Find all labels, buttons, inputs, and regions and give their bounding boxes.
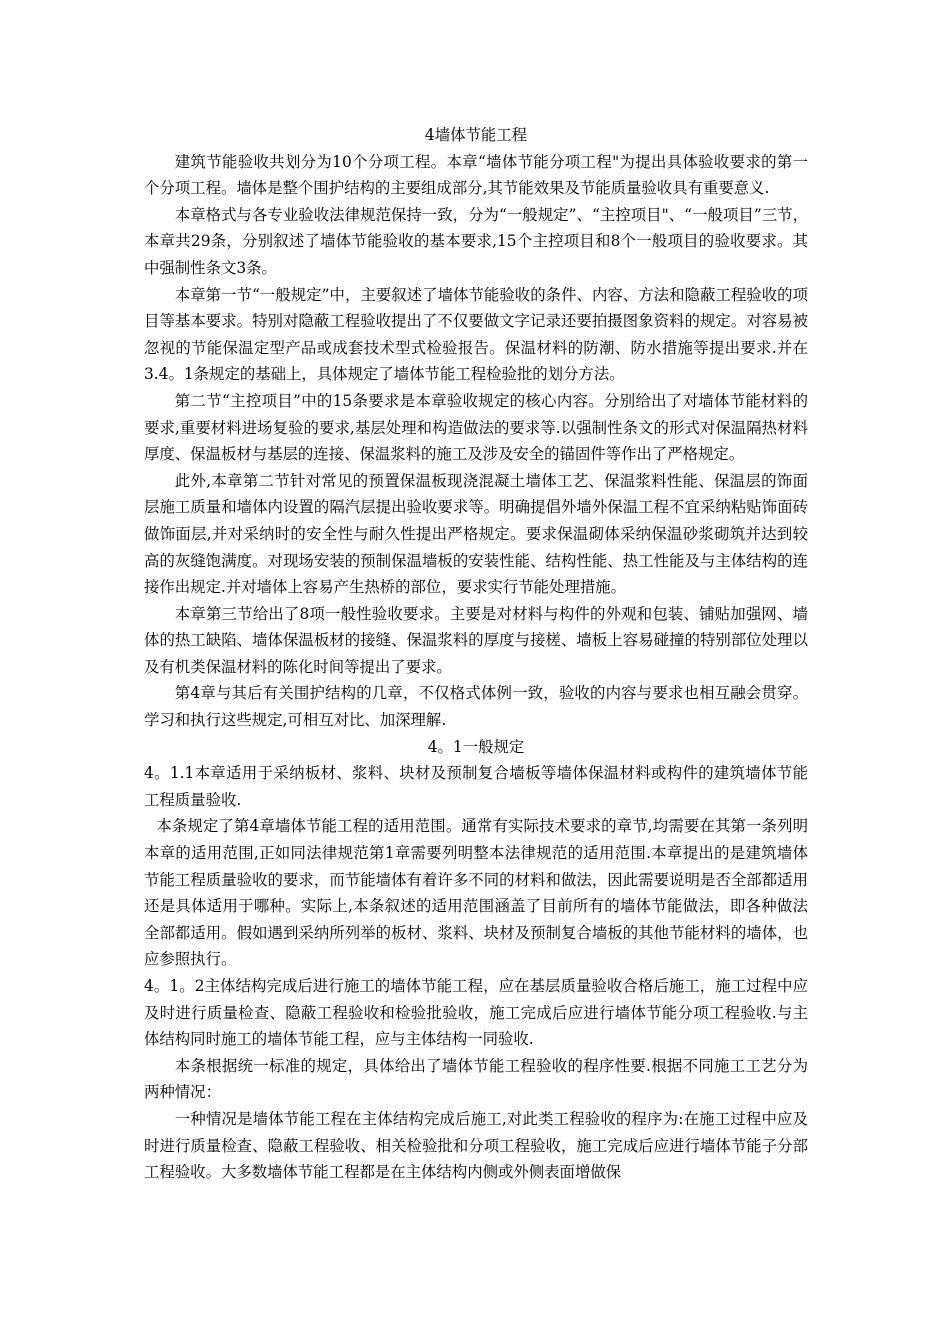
clause-4-1-2: 4。1。2主体结构完成后进行施工的墙体节能工程，应在基层质量验收合格后施工，施工过程中应及时进行质量检查、隐蔽工程验收和检验批验收，施工完成后应进行墙体节能分项工程验收.与主体结构同时施工的墙体节能工程，应与主体结构一同验收.	[144, 977, 808, 1049]
section-heading: 4。1一般规定	[427, 737, 525, 756]
intro-paragraph-5: 此外,本章第二节针对常见的预置保温板现浇混凝土墙体工艺、保温浆料性能、保温层的饰面层施工质量和墙体内设置的隔汽层提出验收要求等。明确提倡外墙外保温工程不宜采纳粘贴饰面砖做饰面层,并对采纳时的安全性与耐久性提出严格规定。要求保温砌体采纳保温砂浆砌筑并达到较高的灰缝饱满度。对现场安装的预制保温墙板的安装性能、结构性能、热工性能及与主体结构的连接作出规定.并对墙体上容易产生热桥的部位，要求实行节能处理措施。	[144, 471, 808, 597]
intro-paragraph-3: 本章第一节“一般规定”中，主要叙述了墙体节能验收的条件、内容、方法和隐蔽工程验收的项目等基本要求。特别对隐蔽工程验收提出了不仅要做文字记录还要拍摄图象资料的规定。对容易被忽视的节能保温定型产品或成套技术型式检验报告。保温材料的防潮、防水措施等提出要求.并在3.4。1条规定的基础上，具体规定了墙体节能工程检验批的划分方法。	[144, 285, 808, 384]
clause-4-1-1-explanation: 本条规定了第4章墙体节能工程的适用范围。通常有实际技术要求的章节,均需要在其第一条列明本章的适用范围,正如同法律规范第1章需要列明整本法律规范的适用范围.本章提出的是建筑墙体节能工程质量验收的要求，而节能墙体有着许多不同的材料和做法，因此需要说明是否全部都适用还是具体适用于哪种。实际上,本条叙述的适用范围涵盖了目前所有的墙体节能做法，即各种做法全部都适用。假如遇到采纳所列举的板材、浆料、块材及预制复合墙板的其他节能材料的墙体，也应参照执行。	[144, 817, 808, 969]
clause-4-1-2-explanation-1: 本条根据统一标准的规定，具体给出了墙体节能工程验收的程序性要.根据不同施工工艺分为两种情况：	[144, 1056, 808, 1102]
intro-paragraph-7: 第4章与其后有关围护结构的几章，不仅格式体例一致，验收的内容与要求也相互融会贯穿。学习和执行这些规定,可相互对比、加深理解.	[144, 684, 808, 730]
clause-4-1-1: 4。1.1本章适用于采纳板材、浆料、块材及预制复合墙板等墙体保温材料或构件的建筑墙体节能工程质量验收.	[144, 764, 808, 809]
intro-paragraph-2: 本章格式与各专业验收法律规范保持一致，分为“一般规定”、“主控项目"、“一般项目”三节，本章共29条，分别叙述了墙体节能验收的基本要求,15个主控项目和8个一般项目的验收要求。其中强制性条文3条。	[144, 205, 808, 277]
clause-4-1-2-explanation-2: 一种情况是墙体节能工程在主体结构完成后施工,对此类工程验收的程序为:在施工过程中应及时进行质量检查、隐蔽工程验收、相关检验批和分项工程验收，施工完成后应进行墙体节能子分部工程验收。大多数墙体节能工程都是在主体结构内侧或外侧表面增做保	[144, 1109, 808, 1182]
intro-paragraph-1: 建筑节能验收共划分为10个分项工程。本章“墙体节能分项工程"为提出具体验收要求的第一个分项工程。墙体是整个围护结构的主要组成部分,其节能效果及节能质量验收具有重要意义.	[144, 152, 808, 198]
intro-paragraph-4: 第二节“主控项目”中的15条要求是本章验收规定的核心内容。分别给出了对墙体节能材料的要求,重要材料进场复验的要求,基层处理和构造做法的要求等.以强制性条文的形式对保温隔热材料厚度、保温板材与基层的连接、保温浆料的施工及涉及安全的锚固件等作出了严格规定。	[144, 391, 808, 464]
document-page	[144, 122, 808, 1186]
document-title: 4墙体节能工程	[424, 126, 528, 144]
intro-paragraph-6: 本章第三节给出了8项一般性验收要求。主要是对材料与构件的外观和包装、铺贴加强网、墙体的热工缺陷、墙体保温板材的接缝、保温浆料的厚度与接槎、墙板上容易碰撞的特别部位处理以及有机类保温材料的陈化时间等提出了要求。	[144, 604, 808, 676]
